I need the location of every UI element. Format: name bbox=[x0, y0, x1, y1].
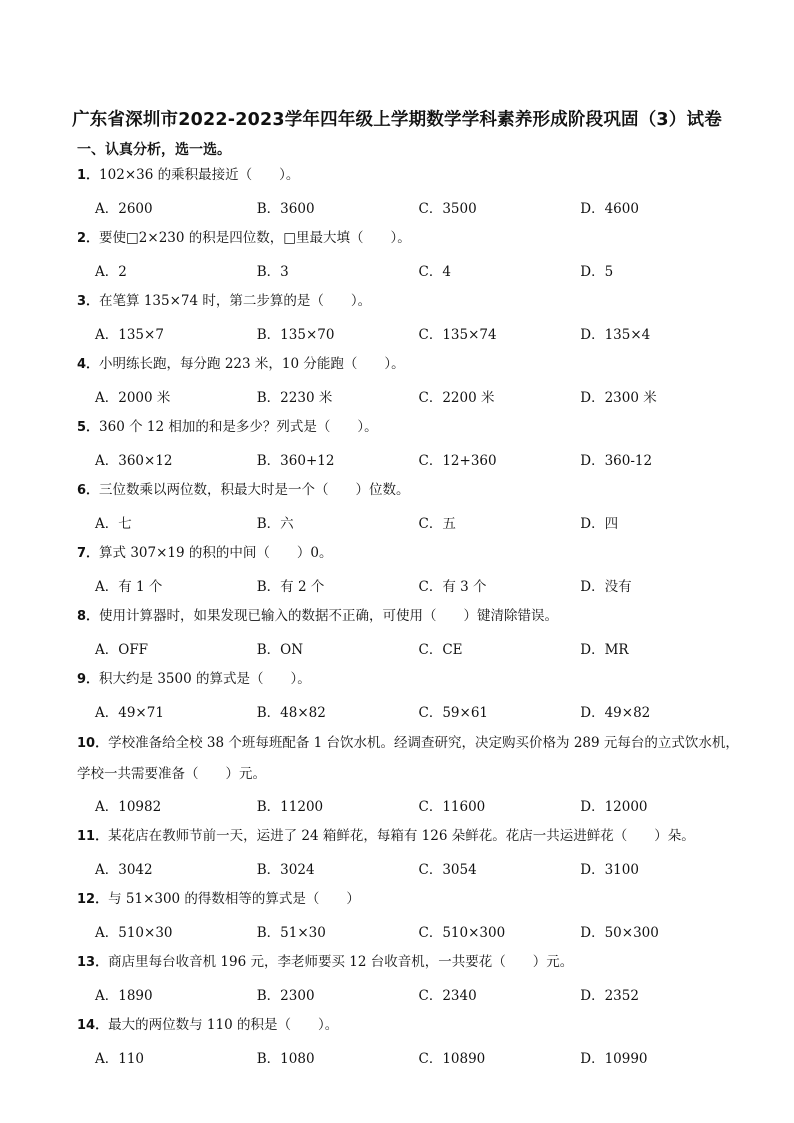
question-number: 11． bbox=[77, 828, 109, 844]
section-heading: 一、认真分析，选一选。 bbox=[77, 142, 231, 158]
question-text: 积大约是 3500 的算式是（ ）。 bbox=[99, 671, 311, 687]
question-item bbox=[77, 727, 742, 821]
option-a[interactable]: A．3042 bbox=[95, 861, 153, 878]
question-stem bbox=[77, 475, 742, 507]
option-c[interactable]: C．11600 bbox=[418, 798, 486, 815]
question-text: 在笔算 135×74 时，第二步算的是（ ）。 bbox=[99, 293, 372, 309]
question-number: 2． bbox=[77, 231, 100, 246]
question-number: 1． bbox=[77, 168, 100, 183]
question-item bbox=[77, 286, 742, 349]
question-stem bbox=[77, 727, 742, 789]
option-b[interactable]: B．48×82 bbox=[256, 705, 326, 722]
question-number: 7． bbox=[77, 546, 100, 561]
question-stem bbox=[77, 1010, 742, 1042]
option-d[interactable]: D．4600 bbox=[580, 201, 639, 218]
question-stem bbox=[77, 664, 742, 696]
option-row bbox=[77, 852, 742, 884]
question-number: 13． bbox=[77, 954, 109, 970]
option-c[interactable]: C．有 3 个 bbox=[418, 579, 487, 596]
question-text: 算式 307×19 的积的中间（ ）0。 bbox=[99, 545, 333, 561]
question-item bbox=[77, 223, 742, 286]
question-text: 某花店在教师节前一天，运进了 24 箱鲜花，每箱有 126 朵鲜花。花店一共运进鲜花（ ）朵。 bbox=[108, 827, 695, 844]
option-b[interactable]: B．2300 bbox=[256, 987, 315, 1004]
option-b[interactable]: B．3 bbox=[256, 264, 289, 281]
option-row bbox=[77, 255, 742, 287]
question-item bbox=[77, 538, 742, 601]
question-item bbox=[77, 884, 742, 947]
question-item bbox=[77, 821, 742, 884]
question-text: 使用计算器时，如果发现已输入的数据不正确，可使用（ ）键清除错误。 bbox=[99, 608, 559, 624]
question-item bbox=[77, 601, 742, 664]
option-a[interactable]: A．2 bbox=[95, 264, 127, 281]
option-row bbox=[77, 570, 742, 602]
question-text: 102×36 的乘积最接近（ ）。 bbox=[99, 167, 300, 183]
option-b[interactable]: B．ON bbox=[256, 642, 304, 659]
question-stem bbox=[77, 601, 742, 633]
option-b[interactable]: B．有 2 个 bbox=[256, 579, 325, 596]
option-b[interactable]: B．51×30 bbox=[256, 924, 326, 941]
option-a[interactable]: A．1890 bbox=[95, 987, 153, 1004]
question-item bbox=[77, 1010, 742, 1073]
option-row bbox=[77, 318, 742, 350]
option-d[interactable]: D．3100 bbox=[580, 861, 639, 878]
option-row bbox=[77, 915, 742, 947]
option-b[interactable]: B．六 bbox=[256, 516, 294, 533]
option-a[interactable]: A．2600 bbox=[95, 201, 153, 218]
option-b[interactable]: B．360+12 bbox=[256, 453, 335, 470]
question-stem bbox=[77, 412, 742, 444]
question-item bbox=[77, 160, 742, 223]
option-d[interactable]: D．49×82 bbox=[580, 705, 651, 722]
question-number: 6． bbox=[77, 483, 100, 498]
option-a[interactable]: A．10982 bbox=[95, 798, 162, 815]
option-d[interactable]: D．5 bbox=[580, 264, 614, 281]
question-text: 商店里每台收音机 196 元，李老师要买 12 台收音机，一共要花（ ）元。 bbox=[108, 953, 574, 970]
option-row bbox=[77, 507, 742, 539]
option-c[interactable]: C．4 bbox=[418, 264, 451, 281]
option-d[interactable]: D．2352 bbox=[580, 987, 639, 1004]
option-row bbox=[77, 696, 742, 728]
question-item bbox=[77, 664, 742, 727]
option-c[interactable]: C．3054 bbox=[418, 861, 477, 878]
option-a[interactable]: A．510×30 bbox=[95, 924, 173, 941]
question-stem bbox=[77, 349, 742, 381]
option-a[interactable]: A．49×71 bbox=[95, 705, 164, 722]
option-c[interactable]: C．2200 米 bbox=[418, 390, 495, 407]
option-d[interactable]: D．10990 bbox=[580, 1050, 648, 1067]
option-a[interactable]: A．135×7 bbox=[95, 327, 164, 344]
option-d[interactable]: D．四 bbox=[580, 516, 619, 533]
question-number: 4． bbox=[77, 357, 100, 372]
option-row bbox=[77, 789, 742, 821]
question-text: 学校准备给全校 38 个班每班配备 1 台饮水机。经调查研究，决定购买价格为 289 元每台的立式饮水机，学校一共需要准备（ ）元。 bbox=[77, 735, 739, 782]
option-d[interactable]: D．50×300 bbox=[580, 924, 659, 941]
option-b[interactable]: B．11200 bbox=[256, 798, 324, 815]
option-row bbox=[77, 444, 742, 476]
question-stem bbox=[77, 884, 742, 916]
option-a[interactable]: A．360×12 bbox=[95, 453, 173, 470]
option-d[interactable]: D．360-12 bbox=[580, 453, 653, 470]
question-text: 最大的两位数与 110 的积是（ ）。 bbox=[108, 1016, 339, 1033]
option-a[interactable]: A．2000 米 bbox=[95, 390, 171, 407]
question-text: 360 个 12 相加的和是多少？列式是（ ）。 bbox=[99, 419, 378, 435]
option-a[interactable]: A．有 1 个 bbox=[95, 579, 163, 596]
question-stem bbox=[77, 223, 742, 255]
question-stem bbox=[77, 286, 742, 318]
question-stem bbox=[77, 538, 742, 570]
question-text: 三位数乘以两位数，积最大时是一个（ ）位数。 bbox=[99, 482, 410, 498]
option-c[interactable]: C．五 bbox=[418, 516, 456, 533]
option-c[interactable]: C．510×300 bbox=[418, 924, 506, 941]
option-b[interactable]: B．3024 bbox=[256, 861, 315, 878]
option-c[interactable]: C．10890 bbox=[418, 1050, 486, 1067]
option-d[interactable]: D．MR bbox=[580, 642, 629, 659]
option-d[interactable]: D．12000 bbox=[580, 798, 648, 815]
question-item bbox=[77, 475, 742, 538]
option-d[interactable]: D．135×4 bbox=[580, 327, 651, 344]
question-item bbox=[77, 947, 742, 1010]
question-number: 5． bbox=[77, 420, 100, 435]
question-number: 9． bbox=[77, 672, 100, 687]
exam-title: 广东省深圳市2022-2023学年四年级上学期数学学科素养形成阶段巩固（3）试卷 bbox=[72, 110, 722, 130]
option-a[interactable]: A．OFF bbox=[95, 642, 149, 659]
option-b[interactable]: B．2230 米 bbox=[256, 390, 333, 407]
option-row bbox=[77, 1041, 742, 1073]
option-c[interactable]: C．CE bbox=[418, 642, 463, 659]
question-number: 8． bbox=[77, 609, 100, 624]
option-row bbox=[77, 192, 742, 224]
question-item bbox=[77, 412, 742, 475]
option-c[interactable]: C．2340 bbox=[418, 987, 477, 1004]
question-number: 14． bbox=[77, 1017, 109, 1033]
question-text: 与 51×300 的得数相等的算式是（ ） bbox=[108, 890, 360, 907]
option-row bbox=[77, 633, 742, 665]
option-c[interactable]: C．12+360 bbox=[418, 453, 497, 470]
question-text: 小明练长跑，每分跑 223 米，10 分能跑（ ）。 bbox=[99, 356, 405, 372]
question-number: 12． bbox=[77, 891, 109, 907]
option-d[interactable]: D．没有 bbox=[580, 579, 632, 596]
option-c[interactable]: C．135×74 bbox=[418, 327, 497, 344]
option-b[interactable]: B．135×70 bbox=[256, 327, 335, 344]
question-stem bbox=[77, 160, 742, 192]
question-number: 10． bbox=[77, 736, 109, 751]
option-row bbox=[77, 978, 742, 1010]
option-row bbox=[77, 381, 742, 413]
option-b[interactable]: B．1080 bbox=[256, 1050, 315, 1067]
option-a[interactable]: A．七 bbox=[95, 516, 132, 533]
question-stem bbox=[77, 821, 742, 853]
option-a[interactable]: A．110 bbox=[95, 1050, 145, 1067]
option-c[interactable]: C．3500 bbox=[418, 201, 477, 218]
question-stem bbox=[77, 947, 742, 979]
option-d[interactable]: D．2300 米 bbox=[580, 390, 657, 407]
question-item bbox=[77, 349, 742, 412]
question-number: 3． bbox=[77, 294, 100, 309]
question-list bbox=[77, 160, 742, 1073]
option-b[interactable]: B．3600 bbox=[256, 201, 315, 218]
option-c[interactable]: C．59×61 bbox=[418, 705, 488, 722]
question-text: 要使□2×230 的积是四位数，□里最大填（ ）。 bbox=[99, 230, 411, 246]
